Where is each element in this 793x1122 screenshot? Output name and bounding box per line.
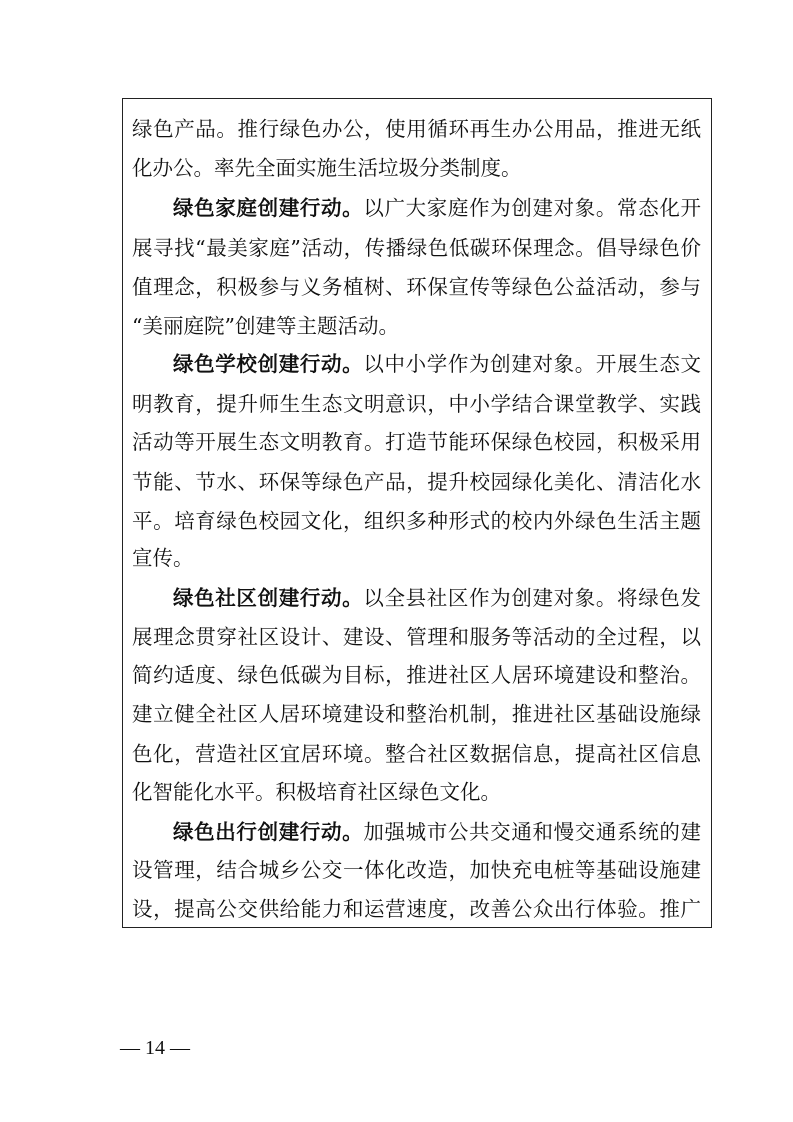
text-line: 明教育，提升师生生态文明意识，中小学结合课堂教学、实践 (132, 392, 701, 416)
text-line: 平。培育绿色校园文化，组织多种形式的校内外绿色生活主题 (132, 509, 701, 533)
text-line: 节能、节水、环保等绿色产品，提升校园绿化美化、清洁化水 (132, 470, 701, 494)
paragraph-heading-line: 绿色学校创建行动。以中小学作为创建对象。开展生态文 (173, 352, 701, 376)
text-line: 值理念，积极参与义务植树、环保宣传等绿色公益活动，参与 (132, 275, 701, 299)
text-line: 绿色产品。推行绿色办公，使用循环再生办公用品，推进无纸 (132, 117, 701, 141)
paragraph-heading: 绿色社区创建行动。 (173, 586, 364, 610)
text-line: 简约适度、绿色低碳为目标，推进社区人居环境建设和整治。 (132, 663, 701, 687)
paragraph-heading-line: 绿色社区创建行动。以全县社区作为创建对象。将绿色发 (173, 586, 701, 610)
paragraph-heading: 绿色家庭创建行动。 (173, 196, 364, 220)
text-line: 化智能化水平。积极培育社区绿色文化。 (132, 780, 501, 804)
text-line: 展寻找“最美家庭”活动，传播绿色低碳环保理念。倡导绿色价 (132, 236, 701, 260)
paragraph-heading: 绿色出行创建行动。 (173, 820, 364, 844)
text-line: 色化，营造社区宜居环境。整合社区数据信息，提高社区信息 (132, 742, 701, 766)
text-line: 设管理，结合城乡公交一体化改造，加快充电桩等基础设施建 (132, 858, 701, 882)
text-line: 化办公。率先全面实施生活垃圾分类制度。 (132, 156, 522, 180)
text-line: 展理念贯穿社区设计、建设、管理和服务等活动的全过程，以 (132, 625, 701, 649)
paragraph-heading: 绿色学校创建行动。 (173, 352, 364, 376)
text-line: 宣传。 (132, 546, 194, 570)
paragraph-heading-line: 绿色家庭创建行动。以广大家庭作为创建对象。常态化开 (173, 196, 701, 220)
text-line: 活动等开展生态文明教育。打造节能环保绿色校园，积极采用 (132, 430, 701, 454)
text-line: 建立健全社区人居环境建设和整治机制，推进社区基础设施绿 (132, 702, 701, 726)
page-number: — 14 — (120, 1037, 190, 1059)
text-line: 设，提高公交供给能力和运营速度，改善公众出行体验。推广 (132, 897, 701, 921)
text-line: “美丽庭院”创建等主题活动。 (132, 314, 399, 338)
paragraph-heading-line: 绿色出行创建行动。加强城市公共交通和慢交通系统的建 (173, 820, 701, 844)
